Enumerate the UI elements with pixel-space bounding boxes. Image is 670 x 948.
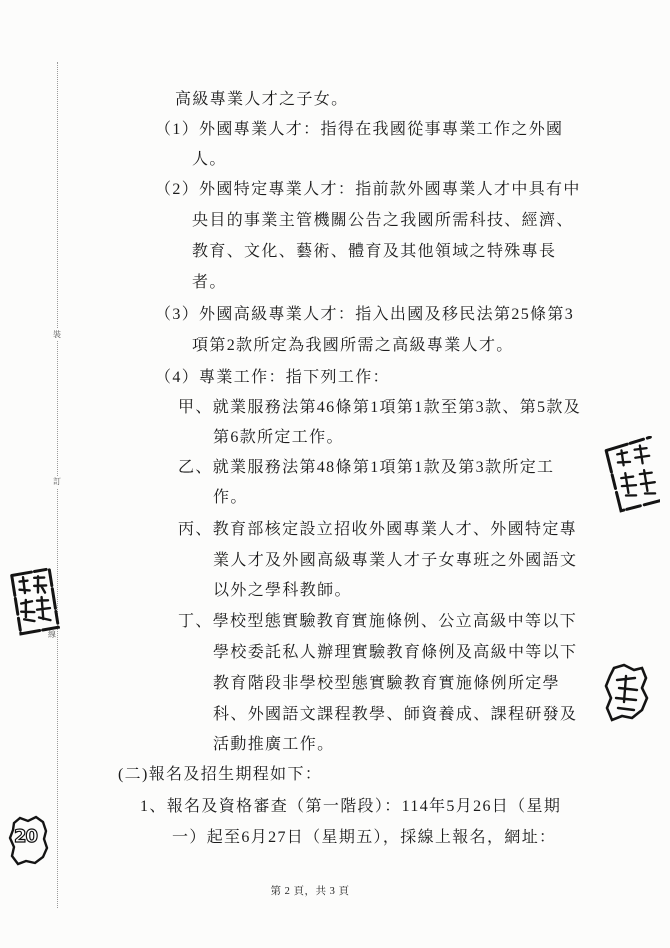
text-line: 甲、就業服務法第46條第1項第1款至第3款、第5款及 xyxy=(178,399,582,416)
text-line: 央目的事業主管機關公告之我國所需科技、經濟、 xyxy=(192,212,574,229)
text-line: 業人才及外國高級專業人才子女專班之外國語文 xyxy=(213,552,578,569)
text-line: 教育階段非學校型態實驗教育實施條例所定學 xyxy=(213,675,561,692)
text-line: 以外之學科教師。 xyxy=(213,582,352,599)
text-line: 丁、學校型態實驗教育實施條例、公立高級中等以下 xyxy=(178,613,578,630)
text-line: （1）外國專業人才：指得在我國從事專業工作之外國 xyxy=(155,121,564,138)
left-seal-stamp xyxy=(8,566,60,636)
text-line: 者。 xyxy=(192,274,227,291)
text-line: 丙、教育部核定設立招收外國專業人才、外國特定專 xyxy=(178,521,578,538)
text-line: （4）專業工作：指下列工作： xyxy=(155,369,390,386)
right-seam-stamp-top xyxy=(602,436,660,516)
binding-mark-xian: 線 xyxy=(48,630,56,639)
text-line: 活動推廣工作。 xyxy=(213,736,335,753)
text-line: 教育、文化、藝術、體育及其他領域之特殊專長 xyxy=(192,243,557,260)
binding-mark-ding: 訂 xyxy=(53,477,61,486)
section-heading: (二)報名及招生期程如下： xyxy=(118,766,323,783)
text-line: 學校委託私人辦理實驗教育條例及高級中等以下 xyxy=(213,644,578,661)
text-line: （3）外國高級專業人才：指入出國及移民法第25條第3 xyxy=(155,306,575,323)
text-line: 一）起至6月27日（星期五），採線上報名，網址： xyxy=(172,829,557,846)
right-seam-stamp-bottom xyxy=(602,662,650,726)
page-footer: 第 2 頁，共 3 頁 xyxy=(270,886,350,897)
text-line: 人。 xyxy=(192,151,227,168)
text-line: （2）外國特定專業人才：指前款外國專業人才中具有中 xyxy=(155,181,581,198)
text-line: 乙、就業服務法第48條第1項第1款及第3款所定工 xyxy=(178,459,555,476)
left-number-stamp: 20 xyxy=(14,826,38,847)
text-line: 1、報名及資格審查（第一階段）：114年5月26日（星期 xyxy=(140,798,562,815)
text-line: 作。 xyxy=(213,489,248,506)
text-line: 第6款所定工作。 xyxy=(213,429,344,446)
text-line: 項第2款所定為我國所需之高級專業人才。 xyxy=(192,337,514,354)
binding-mark-zhuang: 裝 xyxy=(53,330,61,339)
continuation-line: 高級專業人才之子女。 xyxy=(175,91,349,108)
text-line: 科、外國語文課程教學、師資養成、課程研發及 xyxy=(213,706,578,723)
